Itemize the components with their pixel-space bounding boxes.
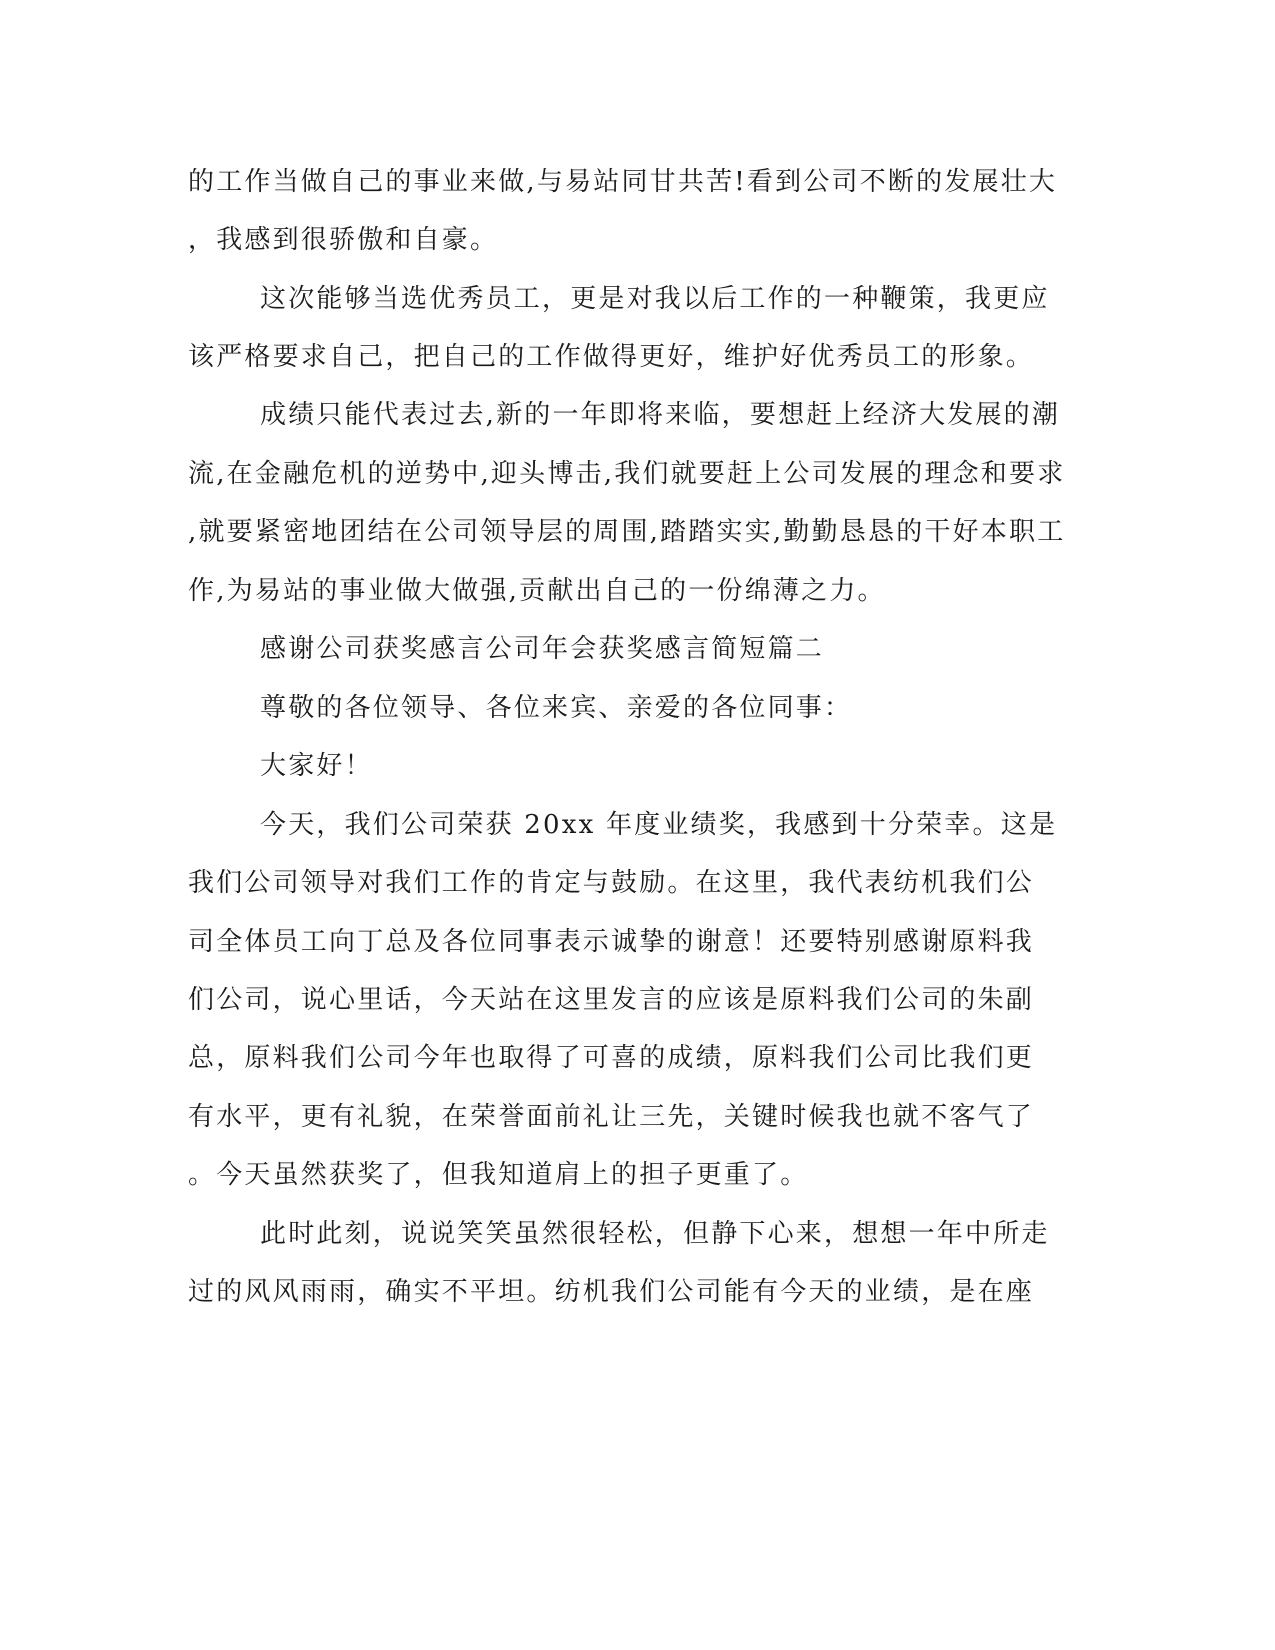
salutation: 尊敬的各位领导、各位来宾、亲爱的各位同事： (260, 693, 853, 723)
paragraph-line: 这次能够当选优秀员工，更是对我以后工作的一种鞭策，我更应 (260, 284, 1050, 314)
text-line: 该严格要求自己，把自己的工作做得更好，维护好优秀员工的形象。 (188, 342, 1035, 372)
text-line: 我们公司领导对我们工作的肯定与鼓励。在这里，我代表纺机我们公 (188, 868, 1035, 898)
paragraph-line: 成绩只能代表过去,新的一年即将来临，要想赶上经济大发展的潮 (260, 400, 1061, 430)
paragraph-line: 今天，我们公司荣获 20xx 年度业绩奖，我感到十分荣幸。这是 (260, 810, 1058, 840)
greeting: 大家好！ (260, 751, 373, 781)
text-line: 司全体员工向丁总及各位同事表示诚挚的谢意！还要特别感谢原料我 (188, 927, 1035, 957)
text-line: 总，原料我们公司今年也取得了可喜的成绩，原料我们公司比我们更 (188, 1043, 1035, 1073)
text-line: 作,为易站的事业做大做强,贡献出自己的一份绵薄之力。 (188, 576, 886, 606)
text-line: 。今天虽然获奖了，但我知道肩上的担子更重了。 (188, 1160, 809, 1190)
text-line: 们公司，说心里话，今天站在这里发言的应该是原料我们公司的朱副 (188, 985, 1035, 1015)
section-heading: 感谢公司获奖感言公司年会获奖感言简短篇二 (260, 634, 825, 664)
text-line: 的工作当做自己的事业来做,与易站同甘共苦!看到公司不断的发展壮大 (188, 167, 1058, 197)
text-line: ,就要紧密地团结在公司领导层的周围,踏踏实实,勤勤恳恳的干好本职工 (188, 517, 1066, 547)
paragraph-line: 此时此刻，说说笑笑虽然很轻松，但静下心来，想想一年中所走 (260, 1219, 1050, 1249)
text-line: ，我感到很骄傲和自豪。 (188, 225, 499, 255)
text-line: 流,在金融危机的逆势中,迎头博击,我们就要赶上公司发展的理念和要求 (188, 459, 1066, 489)
text-line: 过的风风雨雨，确实不平坦。纺机我们公司能有今天的业绩，是在座 (188, 1277, 1035, 1307)
text-line: 有水平，更有礼貌，在荣誉面前礼让三先，关键时候我也就不客气了 (188, 1102, 1035, 1132)
